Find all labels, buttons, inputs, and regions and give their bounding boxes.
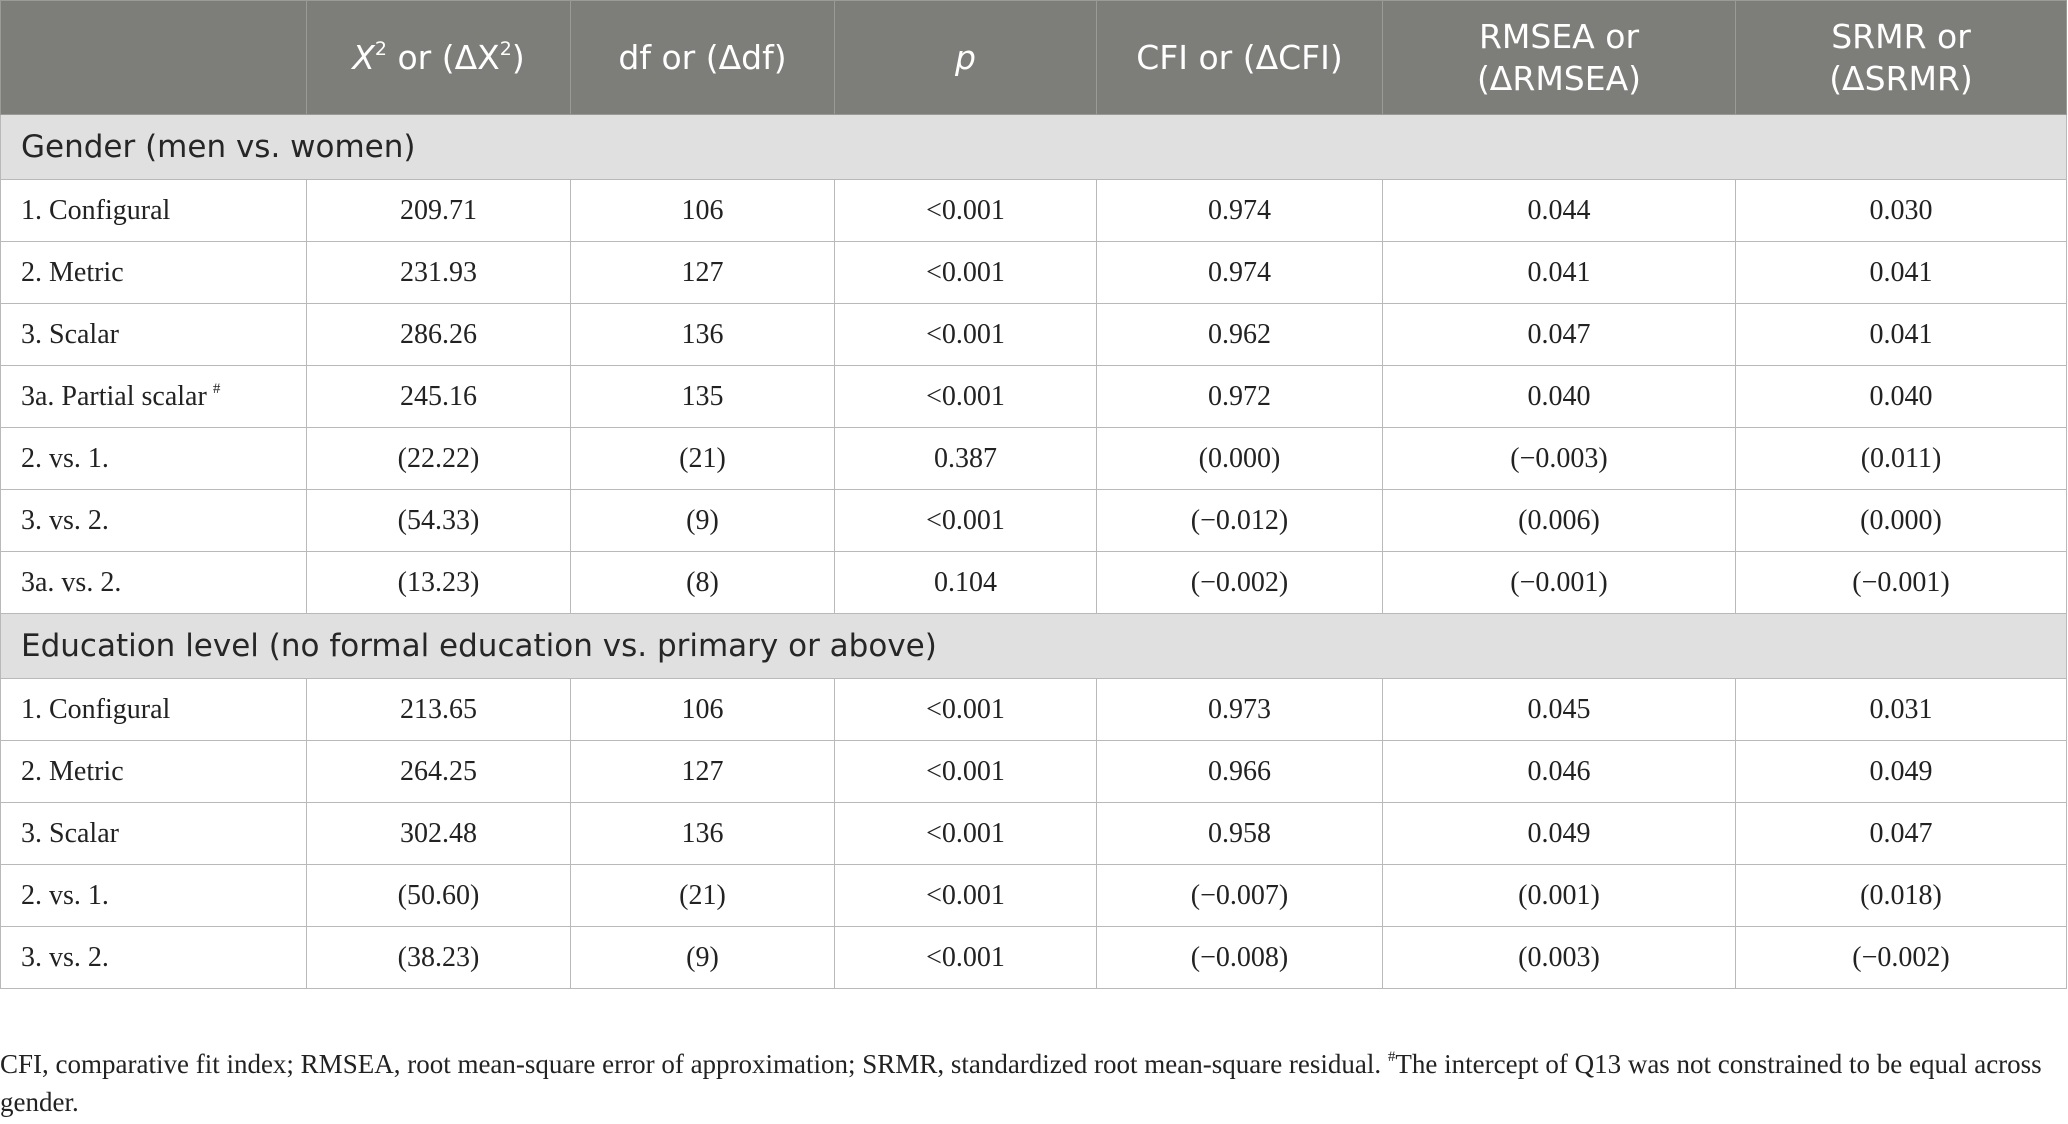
df-cell: (21) (571, 865, 835, 927)
section-header-row (1, 115, 2067, 180)
footnote-mark: # (1387, 1049, 1396, 1065)
cfi-cell: (−0.008) (1097, 927, 1383, 989)
cfi-cell: (−0.012) (1097, 490, 1383, 552)
chi-square-cell: (54.33) (307, 490, 571, 552)
srmr-cell: (0.011) (1736, 428, 2067, 490)
table-row (1, 552, 2067, 614)
chi-delta-text: or (ΔX (386, 37, 500, 77)
cfi-cell: 0.974 (1097, 242, 1383, 304)
row-label-cell (1, 428, 307, 490)
chi-square-cell: (38.23) (307, 927, 571, 989)
cfi-cell: 0.972 (1097, 366, 1383, 428)
df-cell: 127 (571, 242, 835, 304)
row-label: 2. Metric (21, 256, 124, 288)
p-symbol: p (955, 37, 976, 77)
srmr-cell: 0.041 (1736, 304, 2067, 366)
rmsea-cell: (0.001) (1383, 865, 1736, 927)
table-row (1, 679, 2067, 741)
chi-superscript: 2 (374, 37, 387, 60)
row-label-cell (1, 741, 307, 803)
df-cell: 136 (571, 304, 835, 366)
section-title: Gender (men vs. women) (1, 115, 2067, 180)
footnote-text-2: The intercept of Q13 was not constrained to be equal across gender. (0, 1049, 2042, 1117)
table-row (1, 366, 2067, 428)
df-cell: (9) (571, 927, 835, 989)
chi-square-cell: 231.93 (307, 242, 571, 304)
rmsea-line1: RMSEA or (1478, 16, 1640, 56)
srmr-cell: (−0.002) (1736, 927, 2067, 989)
cfi-cell: 0.958 (1097, 803, 1383, 865)
chi-square-cell: 209.71 (307, 180, 571, 242)
rmsea-line2: (ΔRMSEA) (1476, 58, 1642, 98)
chi-symbol: X (352, 37, 375, 77)
df-cell: 106 (571, 180, 835, 242)
df-cell: (9) (571, 490, 835, 552)
section-title: Education level (no formal education vs. primary or above) (1, 614, 2067, 679)
df-cell: (21) (571, 428, 835, 490)
row-label-cell (1, 865, 307, 927)
p-value-cell: 0.104 (835, 552, 1097, 614)
srmr-cell: 0.049 (1736, 741, 2067, 803)
table-header-row (1, 1, 2067, 115)
row-label-cell (1, 927, 307, 989)
rmsea-cell: 0.041 (1383, 242, 1736, 304)
chi-square-cell: (50.60) (307, 865, 571, 927)
row-label: 1. Configural (21, 693, 171, 725)
p-value-cell: <0.001 (835, 741, 1097, 803)
cfi-cell: (−0.007) (1097, 865, 1383, 927)
p-value-cell: <0.001 (835, 490, 1097, 552)
p-value-cell: <0.001 (835, 366, 1097, 428)
p-value-cell: <0.001 (835, 679, 1097, 741)
df-cell: (8) (571, 552, 835, 614)
footnote-marker: # (212, 380, 221, 397)
chi-square-cell: 286.26 (307, 304, 571, 366)
header-df: df or (Δdf) (571, 1, 835, 115)
row-label-cell (1, 242, 307, 304)
row-label: 3. Scalar (21, 817, 119, 849)
cfi-cell: 0.966 (1097, 741, 1383, 803)
df-cell: 127 (571, 741, 835, 803)
row-label: 3. vs. 2. (21, 941, 109, 973)
chi-square-cell: 302.48 (307, 803, 571, 865)
chi-square-cell: (13.23) (307, 552, 571, 614)
header-chi-square (307, 1, 571, 115)
p-value-cell: <0.001 (835, 180, 1097, 242)
srmr-cell: (0.018) (1736, 865, 2067, 927)
df-cell: 106 (571, 679, 835, 741)
table-row (1, 242, 2067, 304)
p-value-cell: <0.001 (835, 304, 1097, 366)
srmr-line2: (ΔSRMR) (1829, 58, 1973, 98)
row-label: 3. Scalar (21, 318, 119, 350)
chi-square-cell: (22.22) (307, 428, 571, 490)
section-header-row (1, 614, 2067, 679)
row-label-cell (1, 180, 307, 242)
srmr-cell: 0.041 (1736, 242, 2067, 304)
row-label: 3a. Partial scalar (21, 380, 207, 412)
row-label: 1. Configural (21, 194, 171, 226)
srmr-cell: (0.000) (1736, 490, 2067, 552)
rmsea-cell: 0.044 (1383, 180, 1736, 242)
df-cell: 135 (571, 366, 835, 428)
table-row (1, 490, 2067, 552)
row-label-cell (1, 490, 307, 552)
header-cfi: CFI or (ΔCFI) (1097, 1, 1383, 115)
row-label-cell (1, 679, 307, 741)
header-rmsea (1383, 1, 1736, 115)
row-label-cell (1, 366, 307, 428)
row-label: 2. vs. 1. (21, 879, 109, 911)
table-row (1, 803, 2067, 865)
row-label-cell (1, 552, 307, 614)
rmsea-cell: (0.003) (1383, 927, 1736, 989)
cfi-cell: 0.974 (1097, 180, 1383, 242)
table-row (1, 741, 2067, 803)
header-p (835, 1, 1097, 115)
table-row (1, 927, 2067, 989)
rmsea-cell: (0.006) (1383, 490, 1736, 552)
cfi-cell: 0.973 (1097, 679, 1383, 741)
row-label-cell (1, 304, 307, 366)
chi-square-cell: 245.16 (307, 366, 571, 428)
header-srmr (1736, 1, 2067, 115)
srmr-cell: 0.040 (1736, 366, 2067, 428)
rmsea-cell: 0.047 (1383, 304, 1736, 366)
srmr-line1: SRMR or (1831, 16, 1971, 56)
cfi-cell: 0.962 (1097, 304, 1383, 366)
table-row (1, 180, 2067, 242)
srmr-cell: (−0.001) (1736, 552, 2067, 614)
p-value-cell: <0.001 (835, 927, 1097, 989)
srmr-cell: 0.030 (1736, 180, 2067, 242)
rmsea-cell: 0.049 (1383, 803, 1736, 865)
p-value-cell: <0.001 (835, 242, 1097, 304)
cfi-cell: (0.000) (1097, 428, 1383, 490)
chi-delta-superscript: 2 (499, 37, 512, 60)
df-cell: 136 (571, 803, 835, 865)
table-body (1, 115, 2067, 989)
row-label: 2. Metric (21, 755, 124, 787)
table-row (1, 304, 2067, 366)
row-label: 2. vs. 1. (21, 442, 109, 474)
footnote-text: CFI, comparative fit index; RMSEA, root mean-square error of approximation; SRMR, standardized root mean-square residual. (0, 1049, 1388, 1079)
p-value-cell: 0.387 (835, 428, 1097, 490)
chi-square-cell: 264.25 (307, 741, 571, 803)
rmsea-cell: 0.045 (1383, 679, 1736, 741)
srmr-cell: 0.047 (1736, 803, 2067, 865)
row-label: 3a. vs. 2. (21, 566, 122, 598)
p-value-cell: <0.001 (835, 865, 1097, 927)
rmsea-cell: (−0.001) (1383, 552, 1736, 614)
table-row (1, 428, 2067, 490)
rmsea-cell: 0.046 (1383, 741, 1736, 803)
rmsea-cell: 0.040 (1383, 366, 1736, 428)
cfi-cell: (−0.002) (1097, 552, 1383, 614)
srmr-cell: 0.031 (1736, 679, 2067, 741)
p-value-cell: <0.001 (835, 803, 1097, 865)
row-label: 3. vs. 2. (21, 504, 109, 536)
table-row (1, 865, 2067, 927)
table-footnote (0, 1045, 2050, 1121)
chi-square-cell: 213.65 (307, 679, 571, 741)
rmsea-cell: (−0.003) (1383, 428, 1736, 490)
header-label-column (1, 1, 307, 115)
row-label-cell (1, 803, 307, 865)
chi-close-paren: ) (511, 37, 525, 77)
